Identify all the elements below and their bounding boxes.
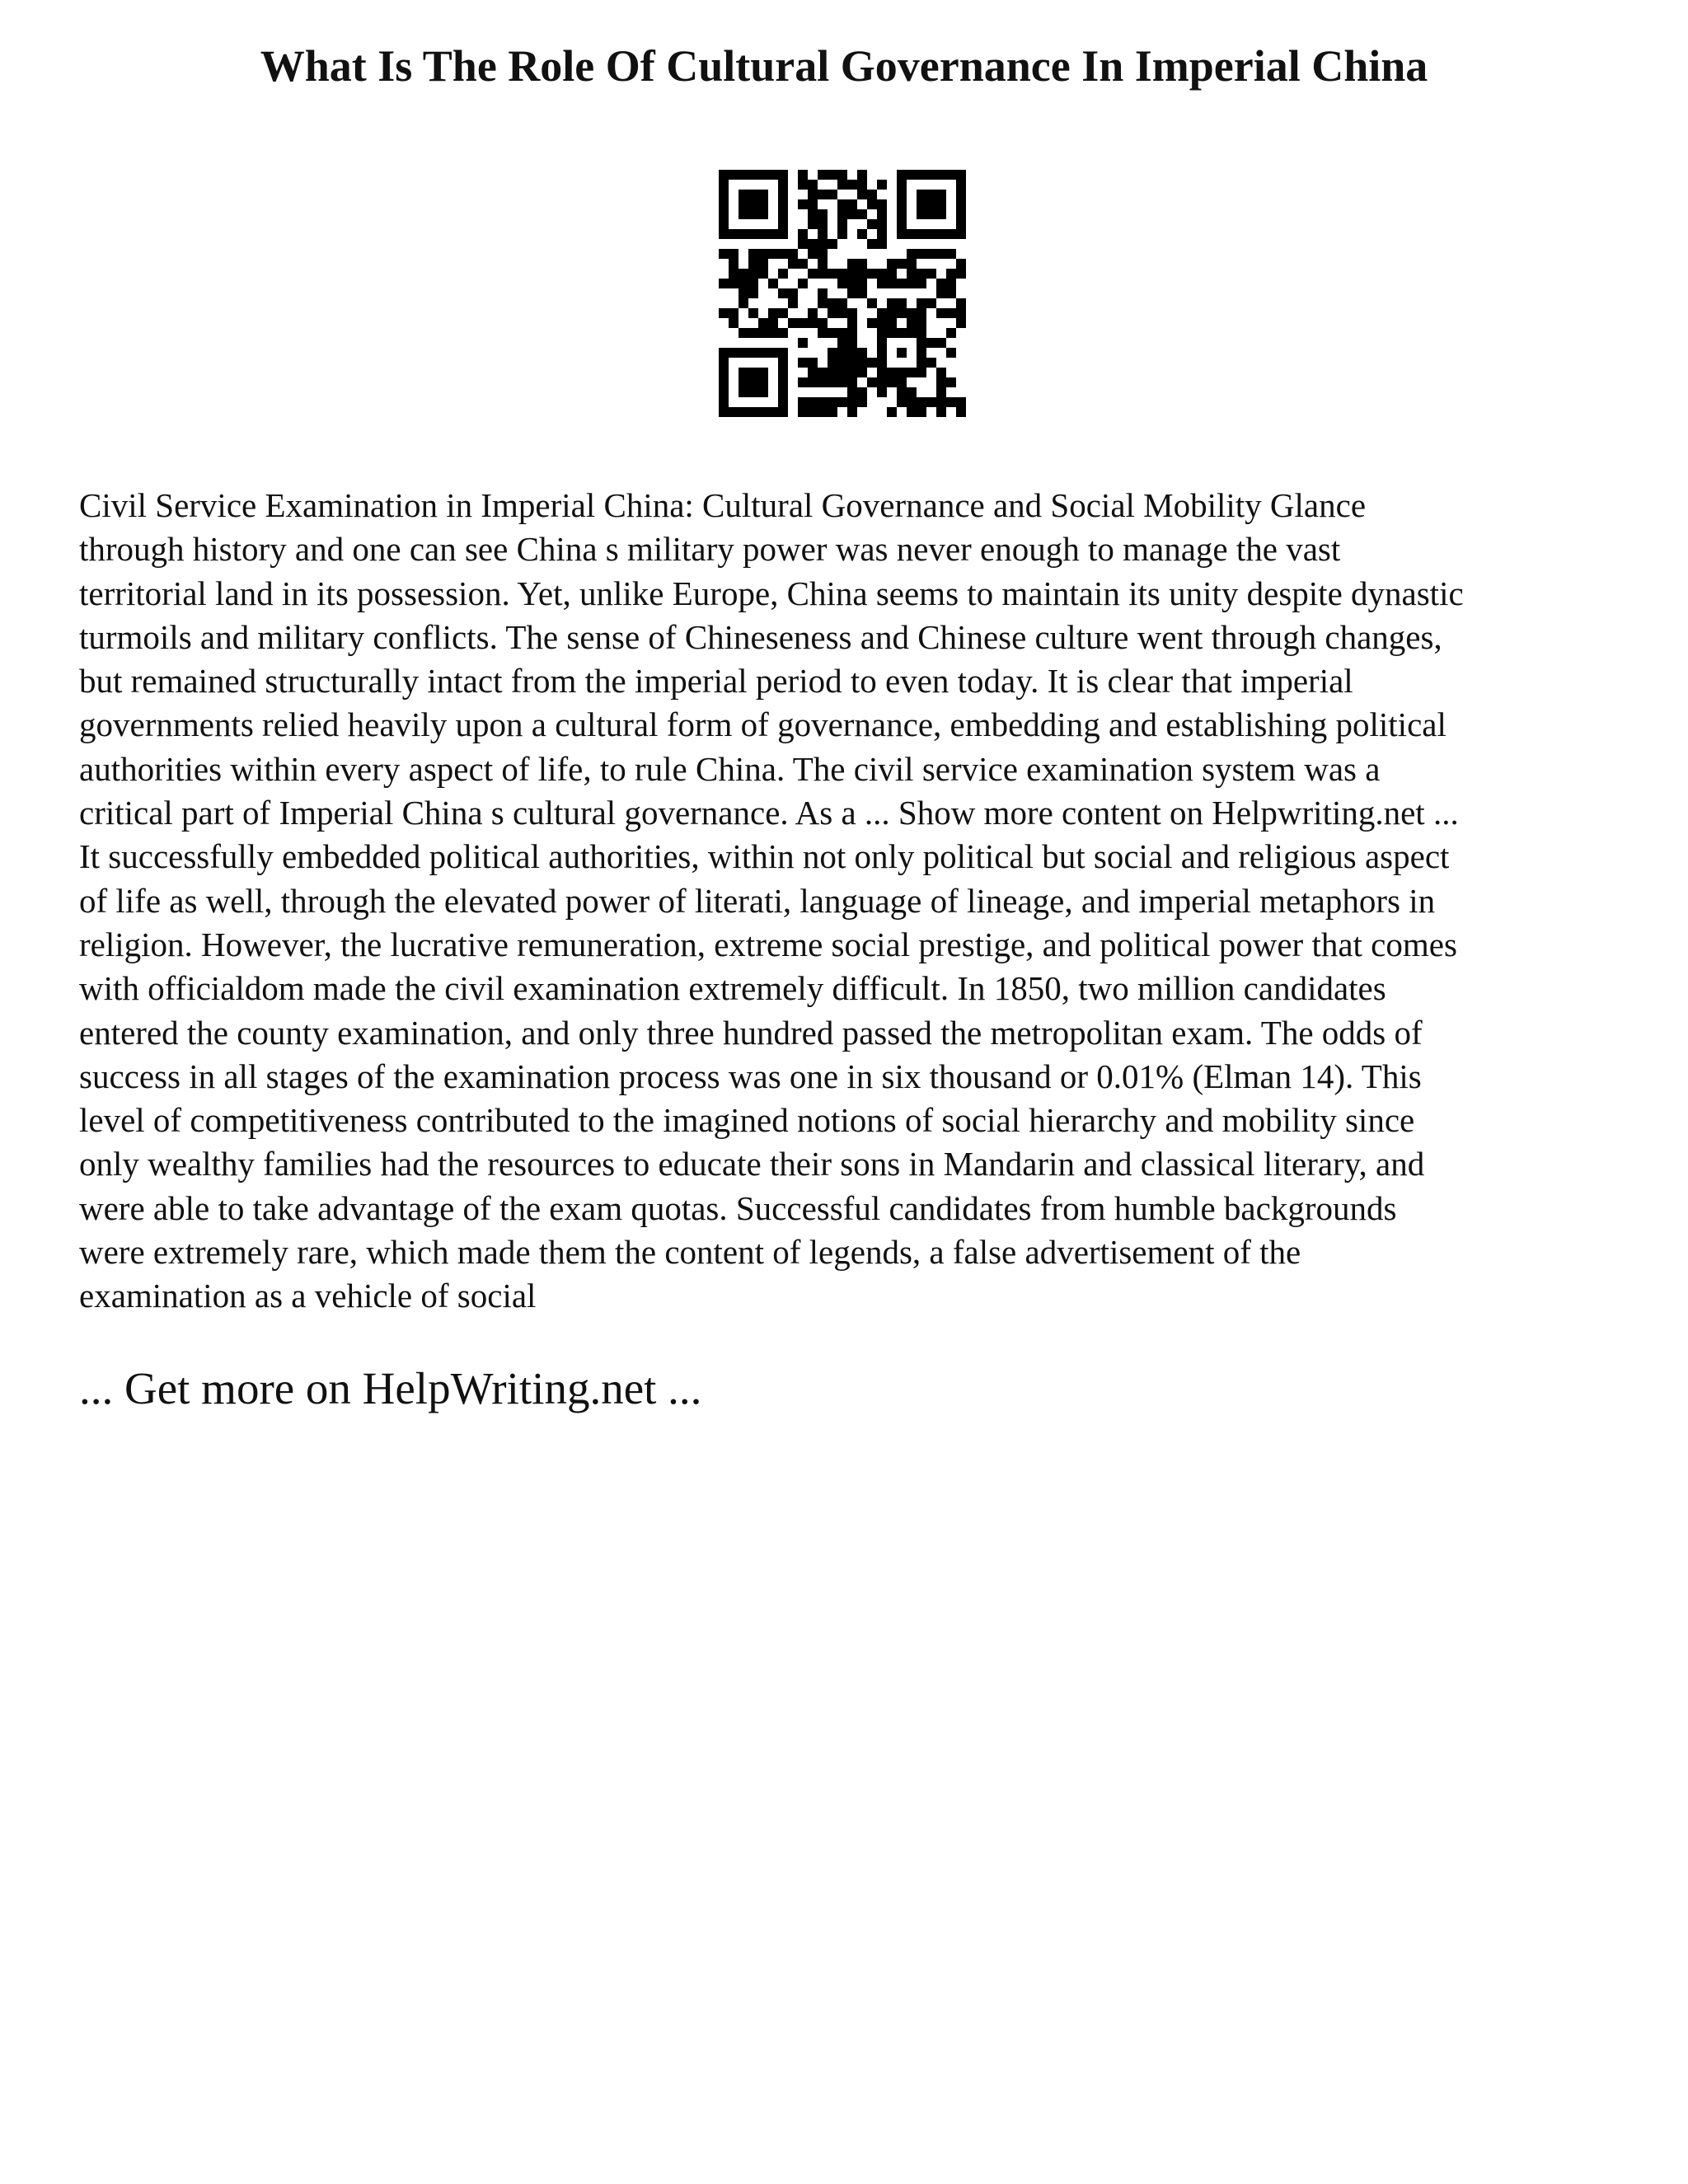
qr-code-icon xyxy=(719,170,966,417)
body-line: Civil Service Examination in Imperial China: Cultural Governance and Social Mobility Glance xyxy=(79,486,1367,524)
body-line: critical part of Imperial China s cultural governance. As a ... Show more content on Helpwriting.net ... xyxy=(79,794,1459,832)
body-line: were able to take advantage of the exam quotas. Successful candidates from humble backgrounds xyxy=(79,1188,1397,1227)
get-more-link[interactable]: ... Get more on HelpWriting.net ... xyxy=(79,1363,702,1413)
body-line: with officialdom made the civil examination extremely difficult. In 1850, two million candidates xyxy=(79,969,1386,1008)
body-line: only wealthy families had the resources to educate their sons in Mandarin and classical literary, and xyxy=(79,1145,1425,1183)
article-body xyxy=(79,484,1629,1319)
body-line: through history and one can see China s military power was never enough to manage the vast xyxy=(79,530,1341,569)
page-title: What Is The Role Of Cultural Governance In Imperial China xyxy=(260,41,1428,91)
body-line: success in all stages of the examination process was one in six thousand or 0.01% (Elman 14). This xyxy=(79,1057,1422,1095)
body-line: entered the county examination, and only three hundred passed the metropolitan exam. The odds of xyxy=(79,1013,1423,1052)
body-line: of life as well, through the elevated power of literati, language of lineage, and imperial metaphors in xyxy=(79,881,1436,920)
body-line: religion. However, the lucrative remuneration, extreme social prestige, and political power that comes xyxy=(79,925,1457,963)
body-line: turmoils and military conflicts. The sense of Chineseness and Chinese culture went through changes, xyxy=(79,617,1442,656)
body-line: authorities within every aspect of life, to rule China. The civil service examination system was a xyxy=(79,749,1381,788)
body-line: but remained structurally intact from the imperial period to even today. It is clear that imperial xyxy=(79,662,1353,701)
body-line: governments relied heavily upon a cultural form of governance, embedding and establishing political xyxy=(79,705,1447,744)
body-line: examination as a vehicle of social xyxy=(79,1277,537,1315)
body-line: level of competitiveness contributed to the imagined notions of social hierarchy and mobility since xyxy=(79,1101,1415,1140)
body-line: were extremely rare, which made them the content of legends, a false advertisement of the xyxy=(79,1233,1301,1272)
body-line: territorial land in its possession. Yet, unlike Europe, China seems to maintain its unity despite dynastic xyxy=(79,574,1464,612)
body-line: It successfully embedded political authorities, within not only political but social and religious aspect xyxy=(79,837,1450,876)
